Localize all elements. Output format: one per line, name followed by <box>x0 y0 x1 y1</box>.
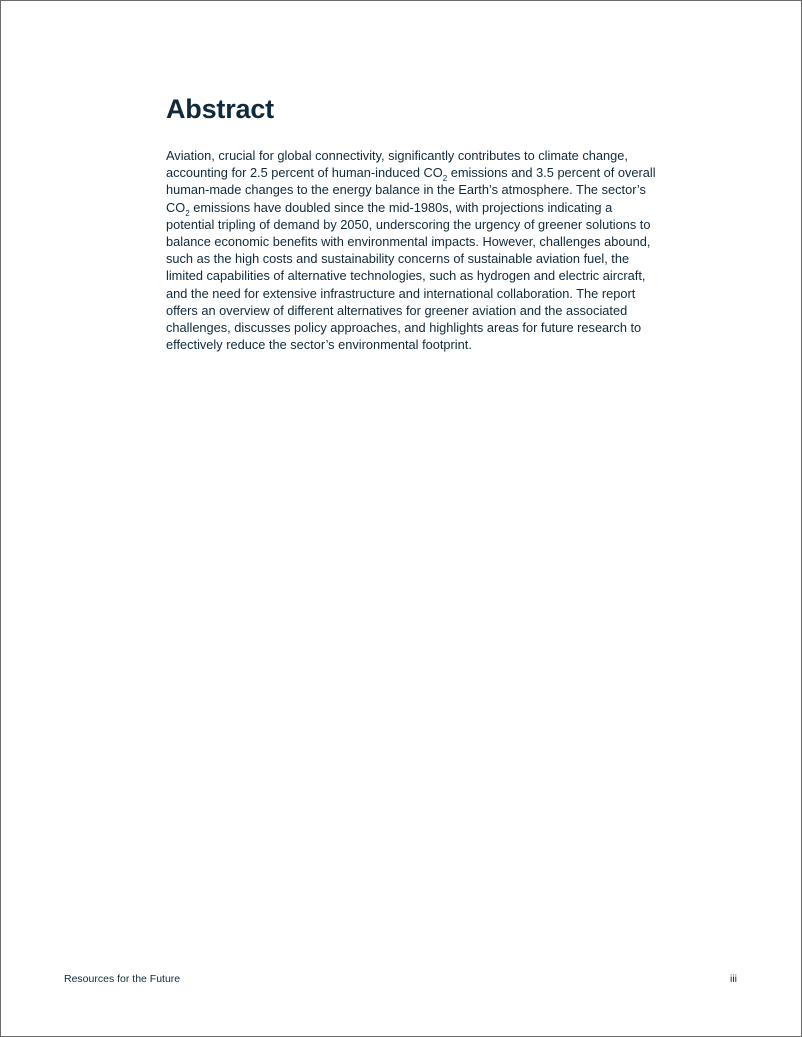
abstract-text: CO <box>166 199 186 215</box>
footer-publisher: Resources for the Future <box>64 973 181 985</box>
abstract-text: emissions have doubled since the mid-1980s, with projections indicating a <box>189 199 613 215</box>
abstract-line: potential tripling of demand by 2050, underscoring the urgency of greener solutions to <box>166 216 651 232</box>
abstract-line: challenges, discusses policy approaches, and highlights areas for future research to <box>166 320 642 336</box>
abstract-paragraph <box>166 147 656 353</box>
abstract-line <box>166 199 646 216</box>
abstract-line: and the need for extensive infrastructure and international collaboration. The report <box>166 285 636 301</box>
subscript: 2 <box>185 208 190 218</box>
abstract-line: effectively reduce the sector’s environmental footprint. <box>166 337 472 353</box>
subscript: 2 <box>442 174 448 184</box>
abstract-line: human-made changes to the energy balance in the Earth’s atmosphere. The sector’s <box>166 182 646 198</box>
abstract-line: offers an overview of different alternatives for greener aviation and the associated <box>166 302 628 318</box>
footer-page-number: iii <box>730 973 737 985</box>
abstract-line: limited capabilities of alternative technologies, such as hydrogen and electric aircraft, <box>166 268 646 284</box>
abstract-line: such as the high costs and sustainability concerns of sustainable aviation fuel, the <box>166 251 630 267</box>
abstract-line: balance economic benefits with environmental impacts. However, challenges abound, <box>166 234 651 250</box>
abstract-line: Aviation, crucial for global connectivity, significantly contributes to climate change, <box>166 148 628 163</box>
abstract-text: accounting for 2.5 percent of human-induced CO <box>166 165 443 181</box>
abstract-text: emissions and 3.5 percent of overall <box>447 165 656 181</box>
abstract-line <box>166 164 656 184</box>
page-title: Abstract <box>166 94 274 124</box>
